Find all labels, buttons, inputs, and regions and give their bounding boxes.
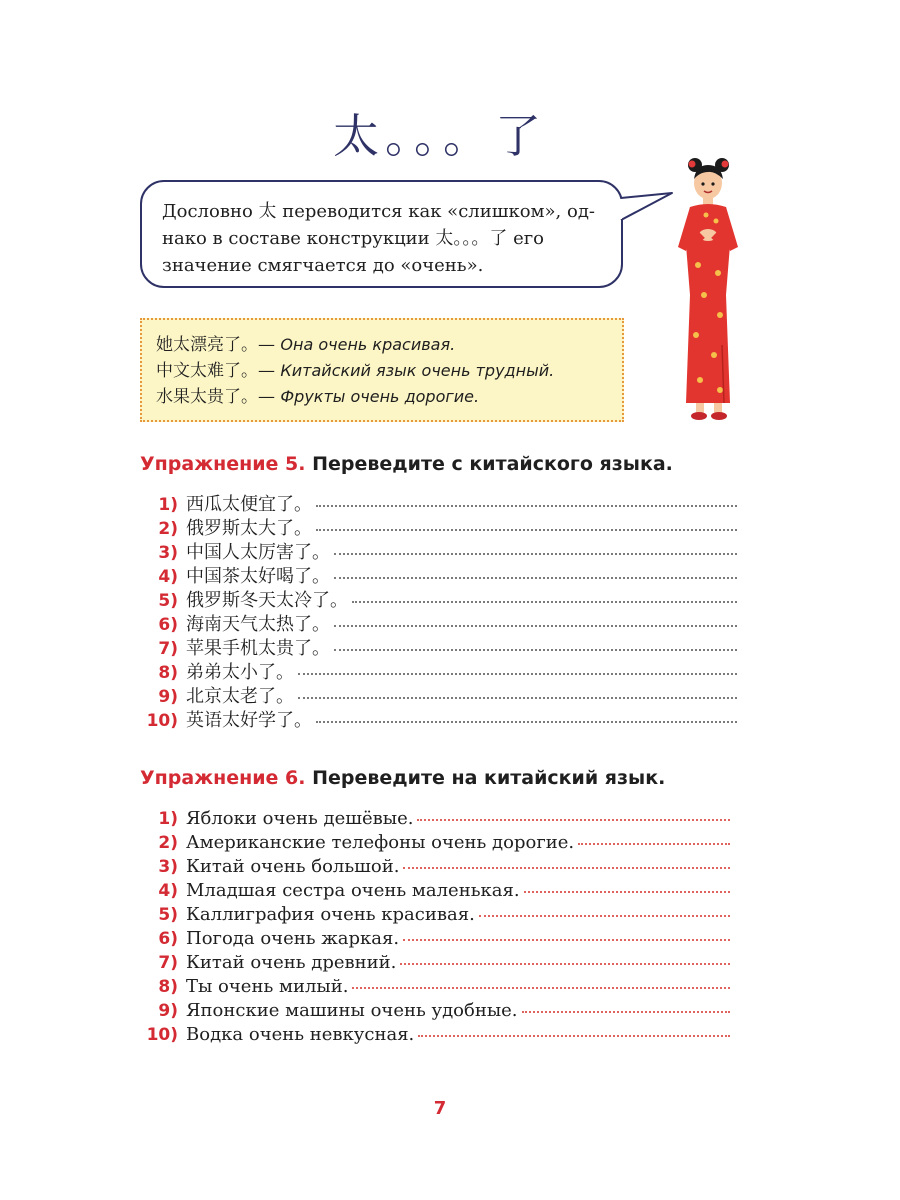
exercise-6-list (140, 808, 730, 1048)
example-line: 水果太贵了。— Фрукты очень дорогие. (156, 387, 480, 407)
answer-line[interactable] (352, 986, 730, 989)
list-item: 2) Американские телефоны очень дорогие. (140, 832, 730, 856)
list-item: 1) 西瓜太便宜了。 (140, 490, 737, 514)
answer-line[interactable] (400, 962, 730, 965)
list-item: 10) Водка очень невкусная. (140, 1024, 730, 1048)
exercise-5-heading: Упражнение 5. Переведите с китайского языка. (140, 453, 673, 475)
answer-line[interactable] (316, 528, 737, 531)
answer-line[interactable] (524, 890, 730, 893)
answer-line[interactable] (298, 672, 737, 675)
list-item: 8) Ты очень милый. (140, 976, 730, 1000)
list-item: 9) Японские машины очень удобные. (140, 1000, 730, 1024)
bubble-line: нако в составе конструкции 太。。。了 его (162, 228, 545, 249)
speech-bubble (140, 180, 623, 288)
answer-line[interactable] (334, 552, 737, 555)
exercise-5-list (140, 490, 737, 730)
answer-line[interactable] (334, 624, 737, 627)
answer-line[interactable] (298, 696, 737, 699)
list-item: 3) 中国人太厉害了。 (140, 538, 737, 562)
page-title: 太。。。了 (333, 109, 547, 163)
answer-line[interactable] (403, 938, 730, 941)
examples-box (140, 318, 624, 422)
list-item: 1) Яблоки очень дешёвые. (140, 808, 730, 832)
answer-line[interactable] (418, 1034, 730, 1037)
page-number: 7 (433, 1098, 447, 1119)
answer-line[interactable] (417, 818, 730, 821)
bubble-line: Дословно 太 переводится как «слишком», од- (162, 201, 595, 222)
answer-line[interactable] (334, 576, 737, 579)
example-line: 她太漂亮了。— Она очень красивая. (156, 335, 456, 355)
answer-line[interactable] (352, 600, 737, 603)
answer-line[interactable] (403, 866, 730, 869)
exercise-6-heading: Упражнение 6. Переведите на китайский язык. (140, 767, 666, 789)
answer-line[interactable] (522, 1010, 730, 1013)
list-item: 7) 苹果手机太贵了。 (140, 634, 737, 658)
list-item: 10) 英语太好学了。 (140, 706, 737, 730)
list-item: 5) 俄罗斯冬天太冷了。 (140, 586, 737, 610)
bubble-line: значение смягчается до «очень». (162, 255, 484, 276)
list-item: 5) Каллиграфия очень красивая. (140, 904, 730, 928)
answer-line[interactable] (578, 842, 730, 845)
example-line: 中文太难了。— Китайский язык очень трудный. (156, 361, 555, 381)
girl-in-qipao-illustration (660, 155, 760, 423)
list-item: 3) Китай очень большой. (140, 856, 730, 880)
list-item: 4) 中国茶太好喝了。 (140, 562, 737, 586)
list-item: 6) 海南天气太热了。 (140, 610, 737, 634)
list-item: 6) Погода очень жаркая. (140, 928, 730, 952)
list-item: 9) 北京太老了。 (140, 682, 737, 706)
answer-line[interactable] (334, 648, 737, 651)
list-item: 8) 弟弟太小了。 (140, 658, 737, 682)
answer-line[interactable] (479, 914, 730, 917)
list-item: 7) Китай очень древний. (140, 952, 730, 976)
list-item: 4) Младшая сестра очень маленькая. (140, 880, 730, 904)
answer-line[interactable] (316, 720, 737, 723)
answer-line[interactable] (316, 504, 737, 507)
list-item: 2) 俄罗斯太大了。 (140, 514, 737, 538)
